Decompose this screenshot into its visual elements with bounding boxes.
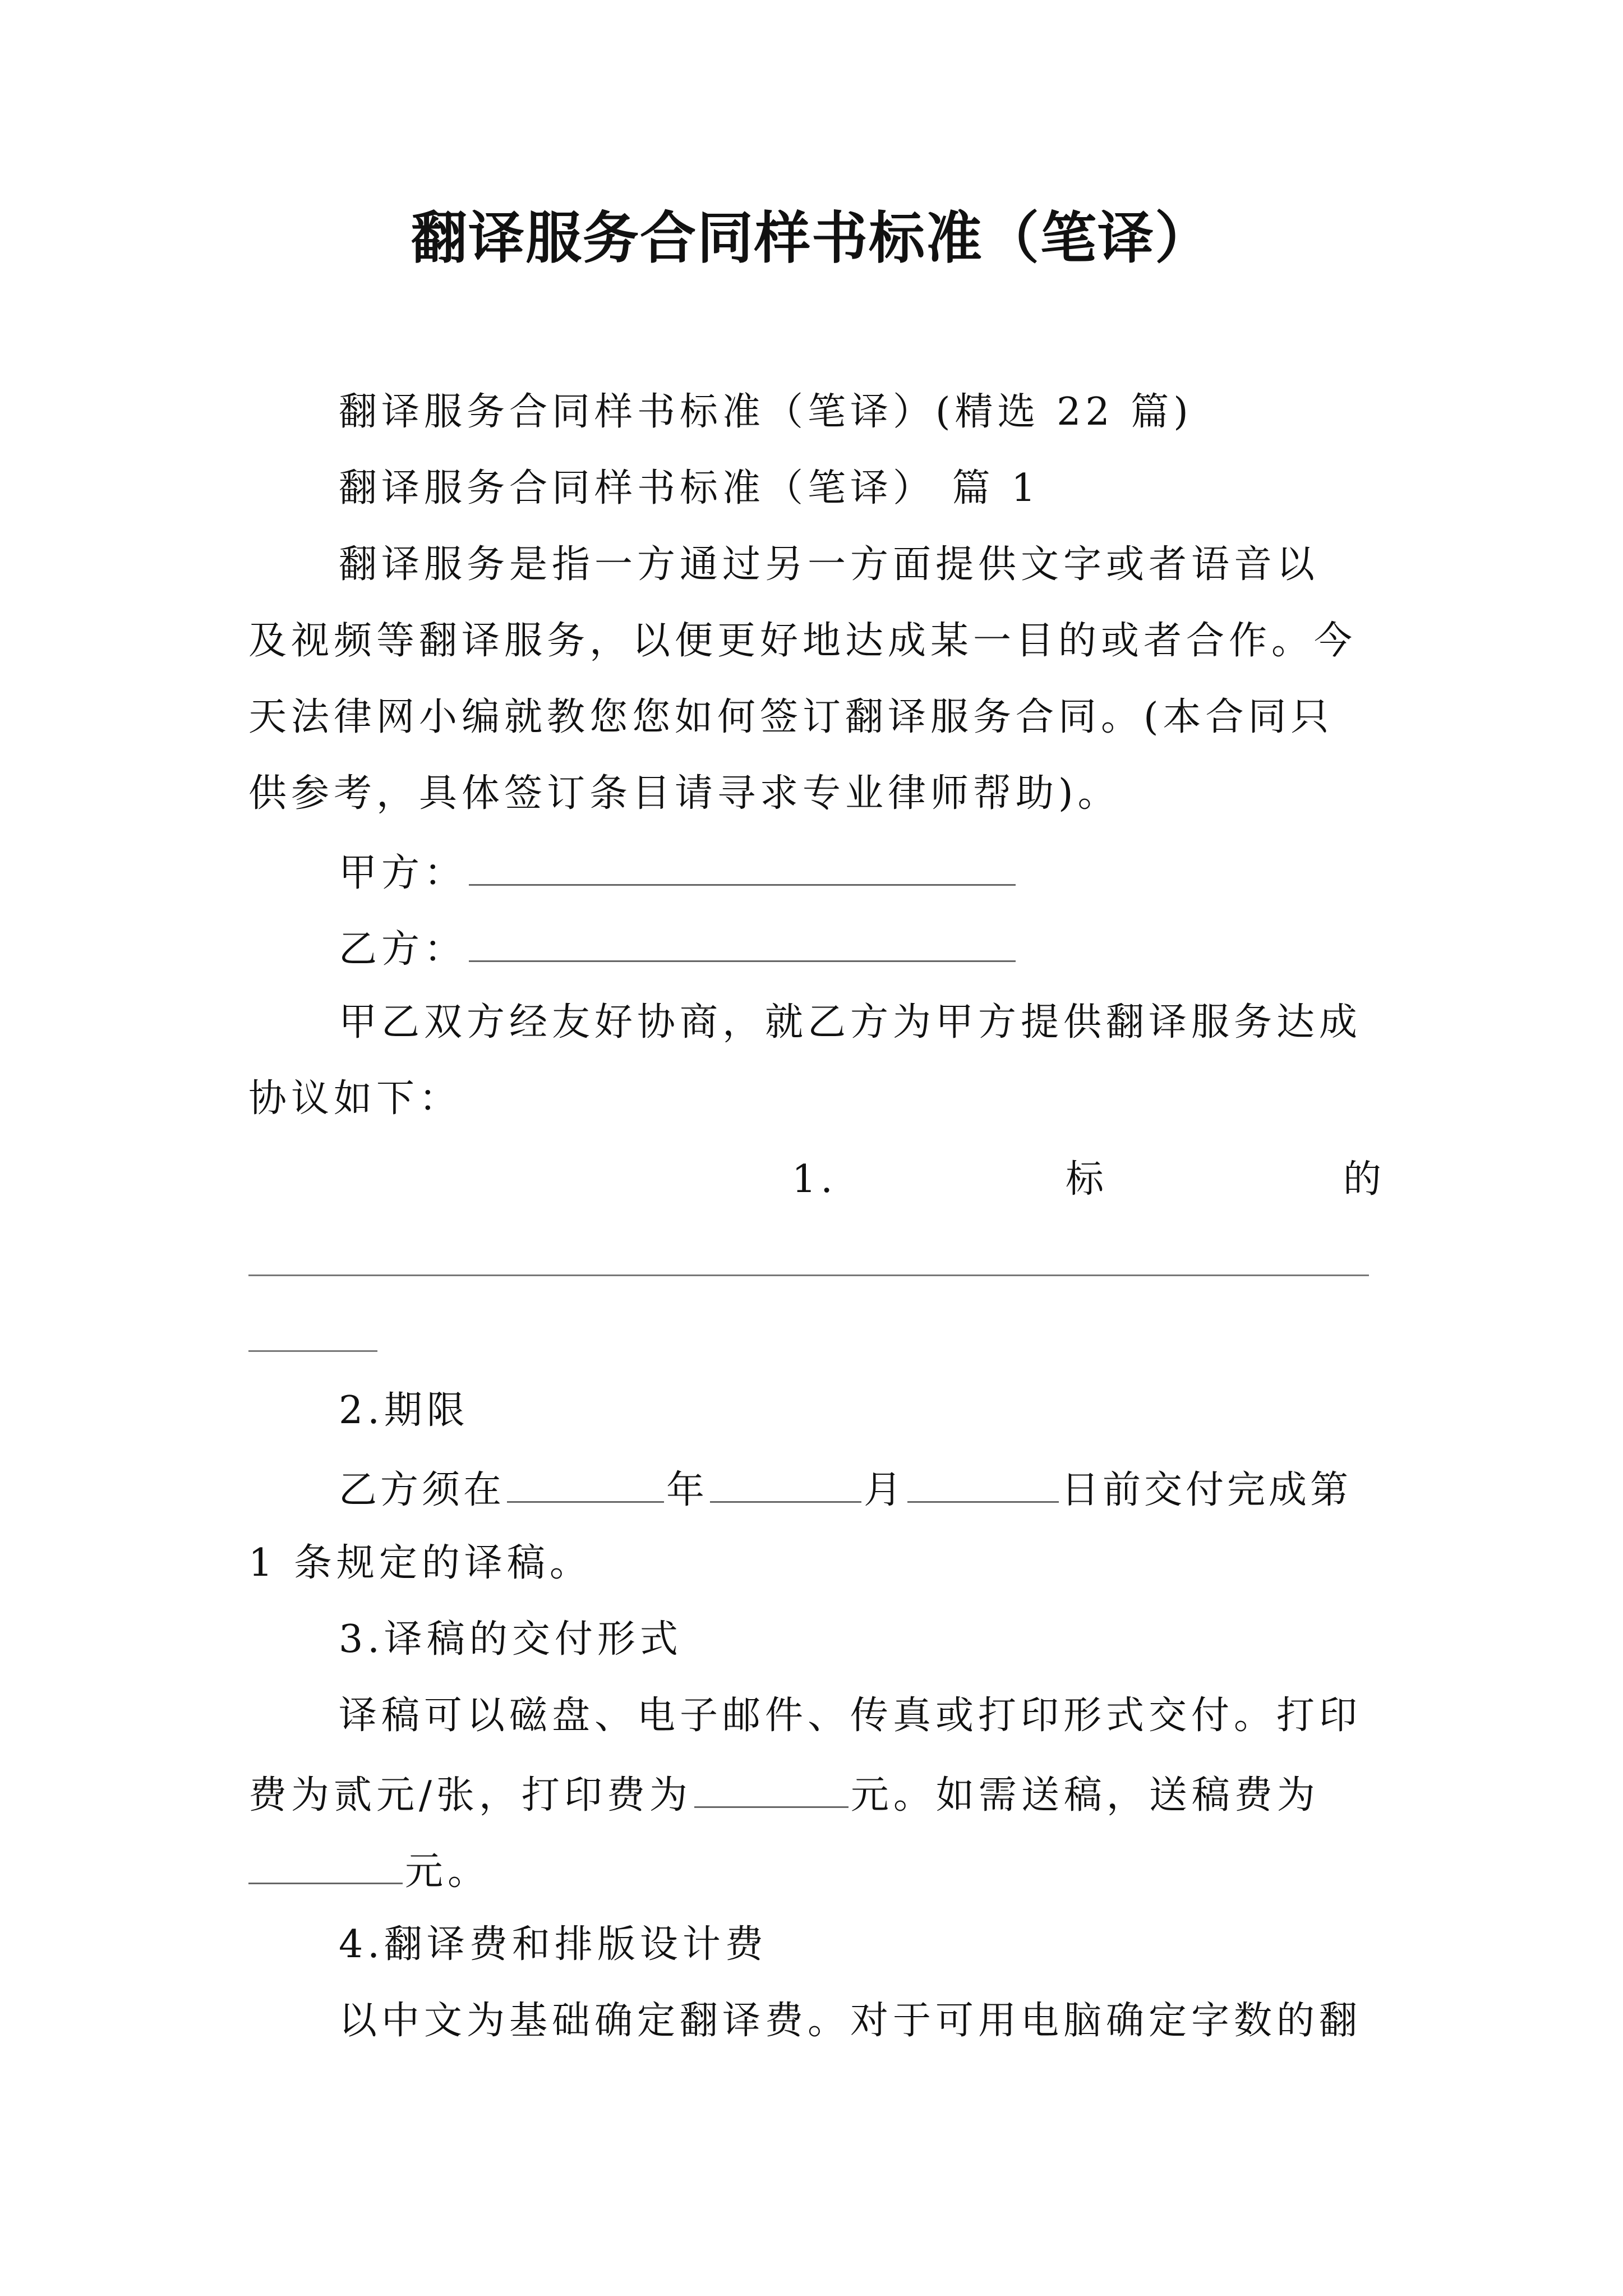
- intro-line-3: 天法律网小编就教您您如何签订翻译服务合同。(本合同只: [248, 695, 1334, 739]
- clause3-line-2: [248, 1767, 1320, 1821]
- clause3-heading: 3.译稿的交付形式: [339, 1617, 683, 1662]
- clause1-char-1: 标: [1066, 1157, 1109, 1202]
- party-a-blank[interactable]: [469, 845, 1016, 886]
- day-blank[interactable]: [907, 1462, 1059, 1503]
- clause1-blank-line-2[interactable]: [248, 1350, 377, 1352]
- party-a-line: [339, 845, 1018, 899]
- document-title: 翻译服务合同样书标准（笔译）: [411, 205, 1212, 271]
- year-blank[interactable]: [507, 1462, 664, 1503]
- section-heading: 翻译服务合同样书标准（笔译） 篇 1: [339, 466, 1040, 510]
- party-b-blank[interactable]: [469, 921, 1016, 962]
- month-blank[interactable]: [710, 1462, 861, 1503]
- clause1-blank-line-1[interactable]: [248, 1274, 1369, 1276]
- clause3-line-3: [248, 1843, 490, 1897]
- clause3-text-b: 元。如需送稿，送稿费为: [850, 1773, 1320, 1818]
- clause1-char-2: 的: [1343, 1157, 1386, 1202]
- clause2-day: 日前交付完成第: [1061, 1468, 1352, 1512]
- agreement-line-1: 甲乙双方经友好协商，就乙方为甲方提供翻译服务达成: [339, 1000, 1362, 1045]
- document-subtitle: 翻译服务合同样书标准（笔译）(精选 22 篇): [339, 390, 1193, 434]
- delivery-fee-blank[interactable]: [248, 1843, 403, 1884]
- clause2-year: 年: [666, 1468, 708, 1512]
- clause4-heading: 4.翻译费和排版设计费: [339, 1922, 768, 1967]
- clause1-number: 1.: [792, 1157, 837, 1202]
- party-b-label: 乙方：: [339, 927, 467, 972]
- intro-line-4: 供参考，具体签订条目请寻求专业律师帮助)。: [248, 771, 1121, 816]
- party-b-line: [339, 921, 1018, 975]
- clause2-line-2: 1 条规定的译稿。: [248, 1541, 592, 1585]
- intro-line-2: 及视频等翻译服务，以便更好地达成某一目的或者合作。今: [248, 619, 1357, 663]
- party-a-label: 甲方：: [339, 851, 467, 895]
- clause4-line-1: 以中文为基础确定翻译费。对于可用电脑确定字数的翻: [339, 1999, 1362, 2043]
- clause2-line-1: [339, 1462, 1352, 1516]
- clause2-month: 月: [864, 1468, 906, 1512]
- clause3-text-c: 元。: [405, 1849, 491, 1894]
- agreement-line-2: 协议如下：: [248, 1076, 462, 1121]
- clause3-line-1: 译稿可以磁盘、电子邮件、传真或打印形式交付。打印: [339, 1694, 1362, 1738]
- clause2-heading: 2.期限: [339, 1388, 469, 1433]
- print-fee-blank[interactable]: [694, 1767, 849, 1808]
- clause3-text-a: 费为贰元/张，打印费为: [248, 1773, 692, 1818]
- clause2-text-a: 乙方须在: [339, 1468, 505, 1512]
- intro-line-1: 翻译服务是指一方通过另一方面提供文字或者语音以: [339, 542, 1320, 587]
